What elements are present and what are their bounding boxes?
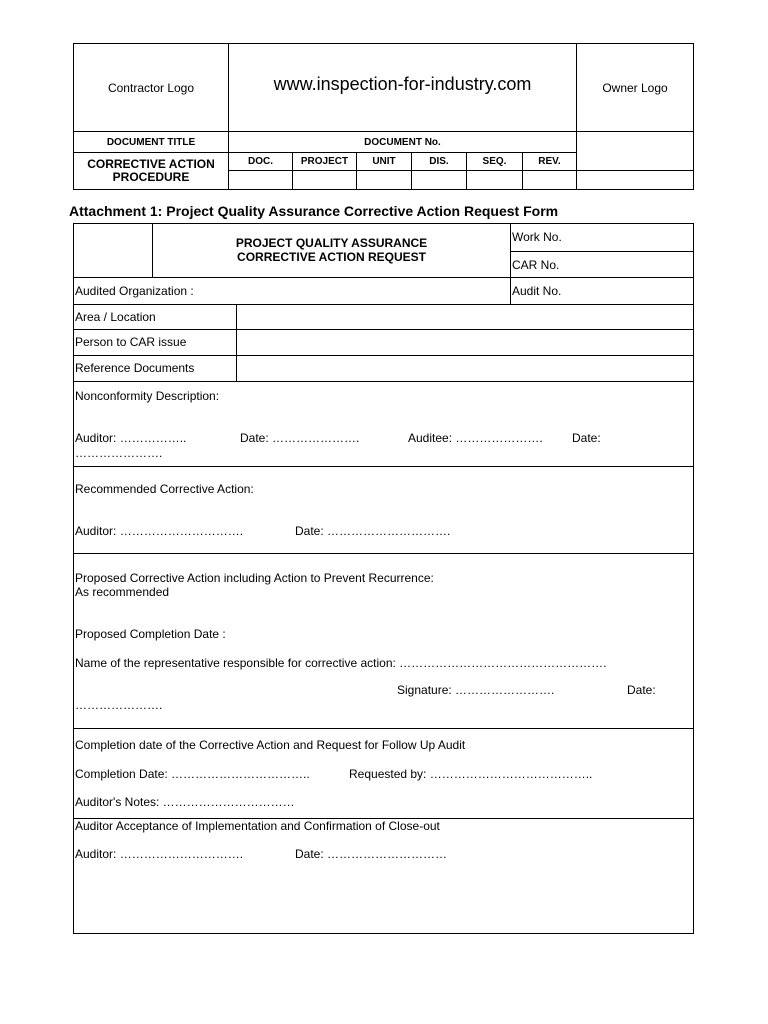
proposed-date: Date:: [627, 683, 656, 697]
contractor-logo: Contractor Logo: [107, 81, 195, 95]
form-divider: [73, 728, 694, 729]
completion-title: Completion date of the Corrective Action and Request for Follow Up Audit: [75, 738, 466, 752]
car-no-label: CAR No.: [512, 258, 560, 272]
column-doc: DOC.: [248, 156, 273, 167]
column-unit: UNIT: [372, 156, 396, 167]
form-divider: [73, 329, 694, 330]
form-divider: [510, 251, 694, 252]
document-title-line1: CORRECTIVE ACTION: [87, 157, 215, 171]
proposed-date-dots: ………………….: [75, 698, 163, 712]
proposed-completion-date: Proposed Completion Date :: [75, 627, 226, 641]
reference-documents-label: Reference Documents: [75, 361, 195, 375]
recommended-auditor: Auditor: ………………………….: [75, 524, 244, 538]
form-divider: [73, 553, 694, 554]
form-heading-line1: PROJECT QUALITY ASSURANCE: [235, 236, 428, 250]
header-divider: [228, 170, 694, 171]
nonconformity-title: Nonconformity Description:: [75, 389, 220, 403]
recommended-date: Date: ………………………….: [295, 524, 451, 538]
acceptance-auditor: Auditor: ………………………….: [75, 847, 244, 861]
form-divider: [73, 304, 694, 305]
form-divider: [73, 466, 694, 467]
attachment-title: Attachment 1: Project Quality Assurance Corrective Action Request Form: [69, 203, 559, 219]
form-divider: [236, 304, 237, 381]
work-no-label: Work No.: [512, 230, 562, 244]
audited-organization-label: Audited Organization :: [75, 284, 194, 298]
nonconformity-date2: Date:: [572, 431, 601, 445]
auditor-notes: Auditor's Notes: ……………………………: [75, 795, 295, 809]
signature-line: Signature: …………………….: [397, 683, 555, 697]
form-heading-line2: CORRECTIVE ACTION REQUEST: [237, 250, 426, 264]
owner-logo: Owner Logo: [602, 81, 668, 95]
area-location-label: Area / Location: [75, 310, 156, 324]
form-divider: [73, 355, 694, 356]
nonconformity-auditee: Auditee: ………………….: [408, 431, 543, 445]
audit-no-label: Audit No.: [512, 284, 562, 298]
representative-line: Name of the representative responsible for corrective action: …………………………………………….: [75, 656, 607, 670]
form-divider: [510, 223, 511, 304]
form-divider: [73, 277, 694, 278]
proposed-as-recommended: As recommended: [75, 585, 170, 599]
header-divider: [73, 152, 577, 153]
proposed-title: Proposed Corrective Action including Action to Prevent Recurrence:: [75, 571, 434, 585]
column-project: PROJECT: [300, 156, 349, 167]
form-divider: [73, 381, 694, 382]
acceptance-date: Date: …………………………: [295, 847, 448, 861]
requested-by: Requested by: …………………………………..: [349, 767, 593, 781]
header-divider: [73, 131, 694, 132]
website-url: www.inspection-for-industry.com: [273, 74, 532, 94]
document-no-label: DOCUMENT No.: [364, 137, 441, 148]
nonconformity-auditor: Auditor: ……………..: [75, 431, 187, 445]
header-divider: [576, 43, 577, 189]
person-car-label: Person to CAR issue: [75, 335, 187, 349]
acceptance-title: Auditor Acceptance of Implementation and Confirmation of Close-out: [75, 819, 440, 833]
nonconformity-date2-dots: ………………….: [75, 446, 163, 460]
recommended-title: Recommended Corrective Action:: [75, 482, 254, 496]
column-dis: DIS.: [429, 156, 449, 167]
completion-date: Completion Date: ……………………………..: [75, 767, 310, 781]
nonconformity-date: Date: ………………….: [240, 431, 360, 445]
document-title-label: DOCUMENT TITLE: [106, 137, 196, 148]
document-title-line2: PROCEDURE: [112, 170, 190, 184]
column-rev: REV.: [538, 156, 561, 167]
column-seq: SEQ.: [482, 156, 507, 167]
